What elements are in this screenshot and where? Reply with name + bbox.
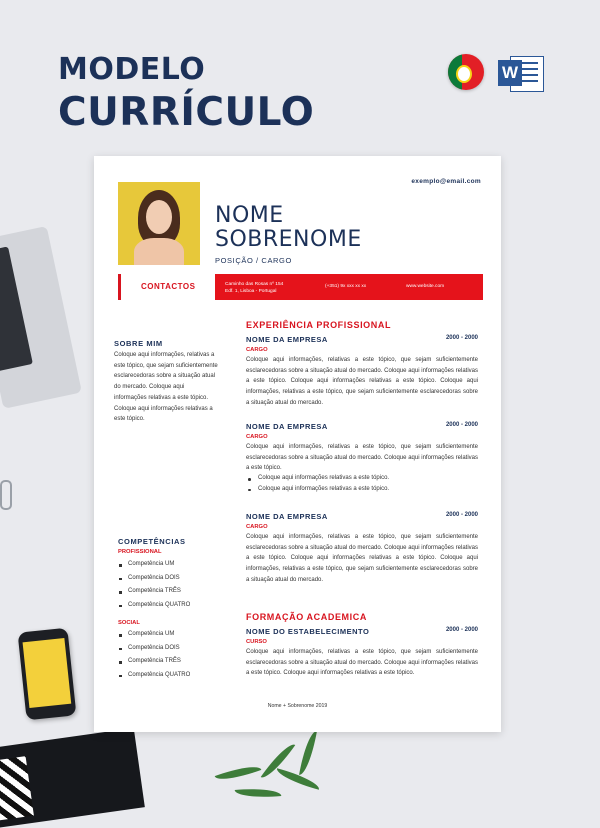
list-item: Competência DOIS (118, 645, 190, 659)
education-dates: 2000 - 2000 (445, 627, 478, 633)
social-skills-label: SOCIAL (118, 620, 140, 626)
name-line1: NOME (215, 203, 284, 228)
heading-line1: MODELO (58, 52, 206, 87)
job-dates: 2000 - 2000 (445, 335, 478, 341)
paperclip-image (0, 480, 12, 510)
contacts-label-text: CONTACTOS (141, 282, 196, 291)
job-role: CARGO (246, 524, 268, 530)
list-item: Competência UM (118, 631, 190, 645)
school-name: NOME DO ESTABELECIMENTO (246, 627, 370, 636)
job-entry (246, 335, 478, 409)
footer-text: Nome + Sobrenome 2019 (267, 703, 328, 709)
plant-image (205, 738, 335, 808)
about-heading: SOBRE MIM (114, 339, 163, 348)
phone-image (18, 628, 77, 721)
job-entry (246, 512, 478, 586)
course-label: CURSO (246, 639, 267, 645)
professional-skills-list (118, 561, 190, 615)
company-name: NOME DA EMPRESA (246, 422, 328, 431)
email-address: exemplo@email.com (411, 178, 481, 185)
education-heading: FORMAÇÃO ACADEMICA (246, 612, 367, 622)
experience-heading: EXPERIÊNCIA PROFISSIONAL (246, 320, 392, 330)
list-item: Coloque aqui informações relativas a este tópico. (246, 486, 478, 497)
job-description: Coloque aqui informações, relativas a este tópico, que sejam suficientemente esclarecedoras sobre a situação atual do mercado. Coloque aqui informações relativas a este tópico. Coloque aqui informações relativas a este tópico. Coloque aqui informações, relativas a este tópico, que sejam suficientemente esclarecedoras sobre a situação atual do mercado. (246, 357, 478, 406)
list-item: Competência TRÊS (118, 658, 190, 672)
job-entry (246, 422, 478, 496)
job-description: Coloque aqui informações, relativas a este tópico, que sejam suficientemente esclarecedoras sobre a situação atual do mercado. Coloque aqui informações relativas a este tópico. Coloque aqui informações relativas a este tópico. Coloque aqui informações, relativas a este tópico, que sejam suficientemente esclarecedoras sobre a situação atual do mercado. (246, 534, 478, 583)
list-item: Competência QUATRO (118, 672, 190, 686)
laptop-image (0, 222, 108, 438)
company-name: NOME DA EMPRESA (246, 335, 328, 344)
heading-line2: CURRÍCULO (58, 90, 315, 135)
job-dates: 2000 - 2000 (445, 512, 478, 518)
social-skills-list (118, 631, 190, 685)
contacts-label (118, 274, 211, 300)
company-name: NOME DA EMPRESA (246, 512, 328, 521)
list-item: Competência DOIS (118, 575, 190, 589)
word-letter: W (498, 60, 522, 86)
address-line2: Edf. 1, Lisboa - Portugal (225, 289, 277, 294)
address (225, 281, 283, 295)
person-name (215, 204, 362, 252)
website: www.website.com (406, 284, 445, 289)
list-item: Competência UM (118, 561, 190, 575)
position-title: POSIÇÃO / CARGO (215, 256, 292, 265)
about-text: Coloque aqui informações, relativas a este tópico, que sejam suficientemente esclarecedoras sobre a situação atual do mercado. Coloque aqui informações relativas a este tópico. Coloque aqui informações relativas a este tópico. (114, 352, 218, 423)
list-item: Competência QUATRO (118, 602, 190, 616)
list-item: Competência TRÊS (118, 588, 190, 602)
professional-skills-label: PROFISSIONAL (118, 549, 162, 555)
portugal-flag-icon (448, 54, 484, 90)
resume-document (94, 156, 501, 732)
microsoft-word-icon (498, 54, 544, 92)
education-description: Coloque aqui informações, relativas a este tópico, que sejam suficientemente esclarecedoras sobre a situação atual do mercado. Coloque aqui informações relativas a este tópico. Coloque aqui informações relativas a este tópico. (246, 649, 478, 677)
job-dates: 2000 - 2000 (445, 422, 478, 428)
phone-number: (+351) 9x xxx xx xx (325, 284, 367, 289)
job-role: CARGO (246, 347, 268, 353)
address-line1: Caminho das Rosas nº 154 (225, 282, 284, 287)
job-bullets (246, 475, 478, 496)
skills-heading: COMPETÊNCIAS (118, 537, 186, 546)
contacts-bar (215, 274, 483, 300)
job-role: CARGO (246, 434, 268, 440)
job-description: Coloque aqui informações, relativas a este tópico, que sejam suficientemente esclarecedoras sobre a situação atual do mercado. Coloque aqui informações relativas a este tópico. (246, 444, 478, 472)
education-entry (246, 627, 478, 679)
profile-photo (118, 182, 200, 265)
name-line2: SOBRENOME (215, 227, 362, 252)
list-item: Coloque aqui informações relativas a este tópico. (246, 475, 478, 486)
